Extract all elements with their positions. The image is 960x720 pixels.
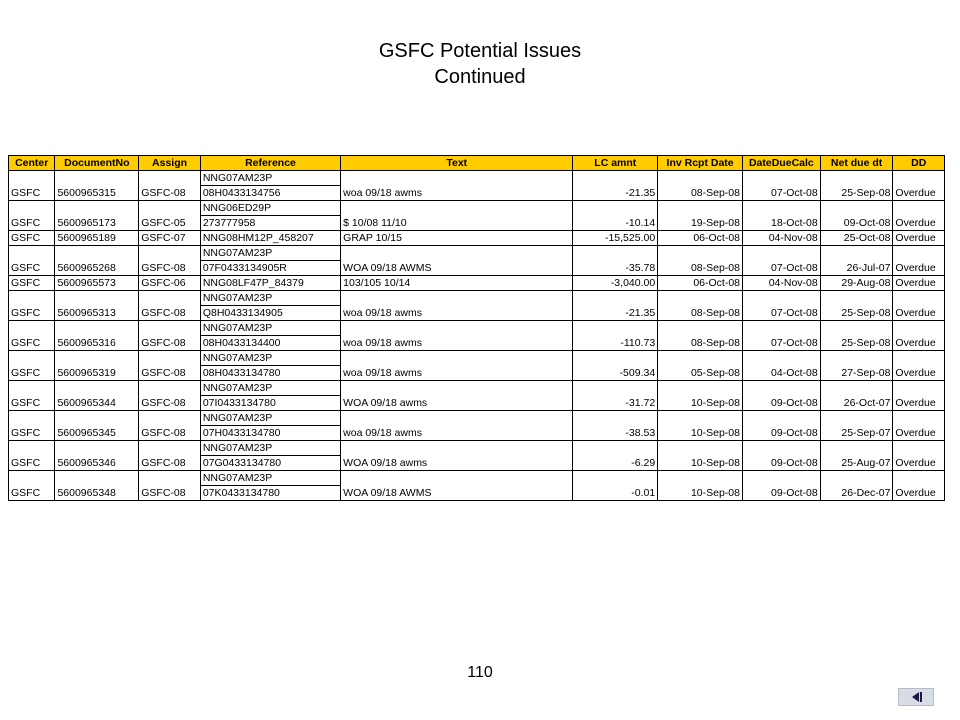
cell-assign: GSFC-08 xyxy=(139,471,201,501)
cell-reference xyxy=(200,231,340,246)
cell-reference xyxy=(200,321,340,351)
page-number: 110 xyxy=(467,664,493,681)
cell-datedue-calc: 04-Oct-08 xyxy=(743,351,821,381)
cell-inv-rcpt-date: 08-Sep-08 xyxy=(658,246,743,276)
cell-lc-amnt: -21.35 xyxy=(573,291,658,321)
cell-datedue-calc: 09-Oct-08 xyxy=(743,411,821,441)
cell-assign: GSFC-08 xyxy=(139,246,201,276)
cell-net-due-dt: 25-Oct-08 xyxy=(820,231,893,246)
header-row xyxy=(9,156,945,171)
table-row xyxy=(9,291,945,321)
cell-text: 103/105 10/14 xyxy=(341,276,573,291)
cell-dd: Overdue xyxy=(893,411,945,441)
cell-assign: GSFC-07 xyxy=(139,231,201,246)
cell-lc-amnt: -110.73 xyxy=(573,321,658,351)
table-row xyxy=(9,381,945,411)
reference-line-2: 07F0433134905R xyxy=(201,260,340,275)
cell-reference xyxy=(200,291,340,321)
cell-document-no: 5600965345 xyxy=(55,411,139,441)
cell-assign: GSFC-06 xyxy=(139,276,201,291)
cell-assign: GSFC-08 xyxy=(139,291,201,321)
cell-lc-amnt: -38.53 xyxy=(573,411,658,441)
col-header-documentno: DocumentNo xyxy=(55,156,139,171)
cell-text: woa 09/18 awms xyxy=(341,291,573,321)
cell-net-due-dt: 26-Dec-07 xyxy=(820,471,893,501)
cell-center: GSFC xyxy=(9,291,55,321)
table-row xyxy=(9,411,945,441)
cell-text: woa 09/18 awms xyxy=(341,351,573,381)
cell-datedue-calc: 09-Oct-08 xyxy=(743,471,821,501)
cell-net-due-dt: 26-Oct-07 xyxy=(820,381,893,411)
reference-line-1: NNG07AM23P xyxy=(202,382,273,394)
cell-reference xyxy=(200,276,340,291)
table-row xyxy=(9,441,945,471)
reference-line-1: NNG08LF47P_84379 xyxy=(202,277,304,289)
cell-inv-rcpt-date: 19-Sep-08 xyxy=(658,201,743,231)
slide-title xyxy=(0,38,960,90)
reference-line-1: NNG07AM23P xyxy=(202,247,273,259)
cell-datedue-calc: 07-Oct-08 xyxy=(743,321,821,351)
cell-reference xyxy=(200,411,340,441)
reference-line-2: 07I0433134780 xyxy=(201,395,340,410)
cell-net-due-dt: 26-Jul-07 xyxy=(820,246,893,276)
cell-center: GSFC xyxy=(9,381,55,411)
cell-net-due-dt: 25-Sep-08 xyxy=(820,291,893,321)
cell-inv-rcpt-date: 08-Sep-08 xyxy=(658,321,743,351)
cell-center: GSFC xyxy=(9,321,55,351)
cell-assign: GSFC-08 xyxy=(139,381,201,411)
cell-dd: Overdue xyxy=(893,351,945,381)
cell-document-no: 5600965313 xyxy=(55,291,139,321)
cell-inv-rcpt-date: 06-Oct-08 xyxy=(658,276,743,291)
reference-line-2: 07H0433134780 xyxy=(201,425,340,440)
cell-dd: Overdue xyxy=(893,321,945,351)
cell-inv-rcpt-date: 10-Sep-08 xyxy=(658,471,743,501)
cell-text: WOA 09/18 awms xyxy=(341,381,573,411)
cell-datedue-calc: 09-Oct-08 xyxy=(743,381,821,411)
reference-line-1: NNG07AM23P xyxy=(202,322,273,334)
cell-dd: Overdue xyxy=(893,381,945,411)
cell-lc-amnt: -0.01 xyxy=(573,471,658,501)
cell-lc-amnt: -3,040.00 xyxy=(573,276,658,291)
col-header-net-due-dt: Net due dt xyxy=(820,156,893,171)
cell-dd: Overdue xyxy=(893,246,945,276)
table-row xyxy=(9,171,945,201)
cell-reference xyxy=(200,201,340,231)
cell-center: GSFC xyxy=(9,171,55,201)
cell-net-due-dt: 25-Sep-08 xyxy=(820,321,893,351)
cell-lc-amnt: -15,525.00 xyxy=(573,231,658,246)
cell-net-due-dt: 29-Aug-08 xyxy=(820,276,893,291)
cell-center: GSFC xyxy=(9,441,55,471)
cell-datedue-calc: 18-Oct-08 xyxy=(743,201,821,231)
cell-inv-rcpt-date: 10-Sep-08 xyxy=(658,441,743,471)
cell-document-no: 5600965189 xyxy=(55,231,139,246)
cell-document-no: 5600965268 xyxy=(55,246,139,276)
cell-center: GSFC xyxy=(9,351,55,381)
cell-text: WOA 09/18 awms xyxy=(341,441,573,471)
cell-center: GSFC xyxy=(9,411,55,441)
cell-datedue-calc: 04-Nov-08 xyxy=(743,276,821,291)
reference-line-1: NNG07AM23P xyxy=(202,442,273,454)
cell-lc-amnt: -10.14 xyxy=(573,201,658,231)
col-header-dd: DD xyxy=(893,156,945,171)
table-row xyxy=(9,471,945,501)
cell-dd: Overdue xyxy=(893,471,945,501)
cell-reference xyxy=(200,471,340,501)
col-header-center: Center xyxy=(9,156,55,171)
cell-assign: GSFC-08 xyxy=(139,171,201,201)
cell-lc-amnt: -35.78 xyxy=(573,246,658,276)
cell-dd: Overdue xyxy=(893,231,945,246)
reference-line-2: 07K0433134780 xyxy=(201,485,340,500)
cell-document-no: 5600965173 xyxy=(55,201,139,231)
cell-assign: GSFC-08 xyxy=(139,411,201,441)
slide-title-line-1: GSFC Potential Issues xyxy=(378,40,582,62)
reference-line-1: NNG07AM23P xyxy=(202,172,273,184)
cell-reference xyxy=(200,351,340,381)
cell-lc-amnt: -6.29 xyxy=(573,441,658,471)
cell-document-no: 5600965344 xyxy=(55,381,139,411)
cell-text: woa 09/18 awms xyxy=(341,411,573,441)
cell-center: GSFC xyxy=(9,201,55,231)
cell-assign: GSFC-08 xyxy=(139,321,201,351)
cell-inv-rcpt-date: 06-Oct-08 xyxy=(658,231,743,246)
issues-table xyxy=(8,155,945,501)
table-row xyxy=(9,321,945,351)
col-header-text: Text xyxy=(341,156,573,171)
cell-inv-rcpt-date: 05-Sep-08 xyxy=(658,351,743,381)
reference-line-2: 07G0433134780 xyxy=(201,455,340,470)
table-row xyxy=(9,201,945,231)
cell-text: $ 10/08 11/10 xyxy=(341,201,573,231)
reference-line-2: 273777958 xyxy=(201,215,340,230)
cell-document-no: 5600965319 xyxy=(55,351,139,381)
cell-center: GSFC xyxy=(9,246,55,276)
cell-inv-rcpt-date: 08-Sep-08 xyxy=(658,171,743,201)
col-header-reference: Reference xyxy=(200,156,340,171)
cell-assign: GSFC-08 xyxy=(139,441,201,471)
col-header-datedue-calc: DateDueCalc xyxy=(743,156,821,171)
reference-line-1: NNG07AM23P xyxy=(202,412,273,424)
cell-inv-rcpt-date: 10-Sep-08 xyxy=(658,381,743,411)
cell-center: GSFC xyxy=(9,471,55,501)
slide-title-line-2: Continued xyxy=(434,66,526,88)
cell-text: WOA 09/18 AWMS xyxy=(341,246,573,276)
cell-lc-amnt: -31.72 xyxy=(573,381,658,411)
reference-line-2: 08H0433134756 xyxy=(201,185,340,200)
cell-dd: Overdue xyxy=(893,171,945,201)
col-header-lc-amnt: LC amnt xyxy=(573,156,658,171)
cell-document-no: 5600965348 xyxy=(55,471,139,501)
cell-datedue-calc: 07-Oct-08 xyxy=(743,246,821,276)
cell-document-no: 5600965316 xyxy=(55,321,139,351)
cell-assign: GSFC-05 xyxy=(139,201,201,231)
cell-lc-amnt: -21.35 xyxy=(573,171,658,201)
cell-inv-rcpt-date: 08-Sep-08 xyxy=(658,291,743,321)
table-row xyxy=(9,231,945,246)
cell-datedue-calc: 07-Oct-08 xyxy=(743,291,821,321)
reference-line-1: NNG07AM23P xyxy=(202,292,273,304)
table-row xyxy=(9,351,945,381)
reference-line-1: NNG07AM23P xyxy=(202,472,273,484)
cell-text: woa 09/18 awms xyxy=(341,321,573,351)
table-row xyxy=(9,246,945,276)
reference-line-2: 08H0433134400 xyxy=(201,335,340,350)
cell-net-due-dt: 25-Sep-07 xyxy=(820,411,893,441)
table-row xyxy=(9,276,945,291)
reference-line-2: 08H0433134780 xyxy=(201,365,340,380)
triangle-left-bar-icon xyxy=(909,692,923,702)
cell-dd: Overdue xyxy=(893,441,945,471)
col-header-inv-rcpt-date: Inv Rcpt Date xyxy=(658,156,743,171)
cell-reference xyxy=(200,246,340,276)
table-body xyxy=(9,171,945,501)
cell-text: woa 09/18 awms xyxy=(341,171,573,201)
cell-reference xyxy=(200,171,340,201)
cell-reference xyxy=(200,441,340,471)
reference-line-1: NNG08HM12P_458207 xyxy=(202,232,314,244)
reference-line-1: NNG06ED29P xyxy=(202,202,272,214)
cell-document-no: 5600965573 xyxy=(55,276,139,291)
cell-center: GSFC xyxy=(9,231,55,246)
cell-inv-rcpt-date: 10-Sep-08 xyxy=(658,411,743,441)
cell-dd: Overdue xyxy=(893,291,945,321)
cell-datedue-calc: 09-Oct-08 xyxy=(743,441,821,471)
cell-assign: GSFC-08 xyxy=(139,351,201,381)
cell-document-no: 5600965315 xyxy=(55,171,139,201)
reference-line-1: NNG07AM23P xyxy=(202,352,273,364)
col-header-assign: Assign xyxy=(139,156,201,171)
cell-net-due-dt: 27-Sep-08 xyxy=(820,351,893,381)
cell-lc-amnt: -509.34 xyxy=(573,351,658,381)
cell-text: WOA 09/18 AWMS xyxy=(341,471,573,501)
cell-dd: Overdue xyxy=(893,276,945,291)
cell-dd: Overdue xyxy=(893,201,945,231)
reference-line-2: Q8H0433134905 xyxy=(201,305,340,320)
cell-reference xyxy=(200,381,340,411)
cell-net-due-dt: 25-Sep-08 xyxy=(820,171,893,201)
cell-net-due-dt: 25-Aug-07 xyxy=(820,441,893,471)
cell-text: GRAP 10/15 xyxy=(341,231,573,246)
cell-net-due-dt: 09-Oct-08 xyxy=(820,201,893,231)
cell-datedue-calc: 04-Nov-08 xyxy=(743,231,821,246)
cell-datedue-calc: 07-Oct-08 xyxy=(743,171,821,201)
previous-slide-button[interactable] xyxy=(898,688,934,706)
cell-document-no: 5600965346 xyxy=(55,441,139,471)
cell-center: GSFC xyxy=(9,276,55,291)
